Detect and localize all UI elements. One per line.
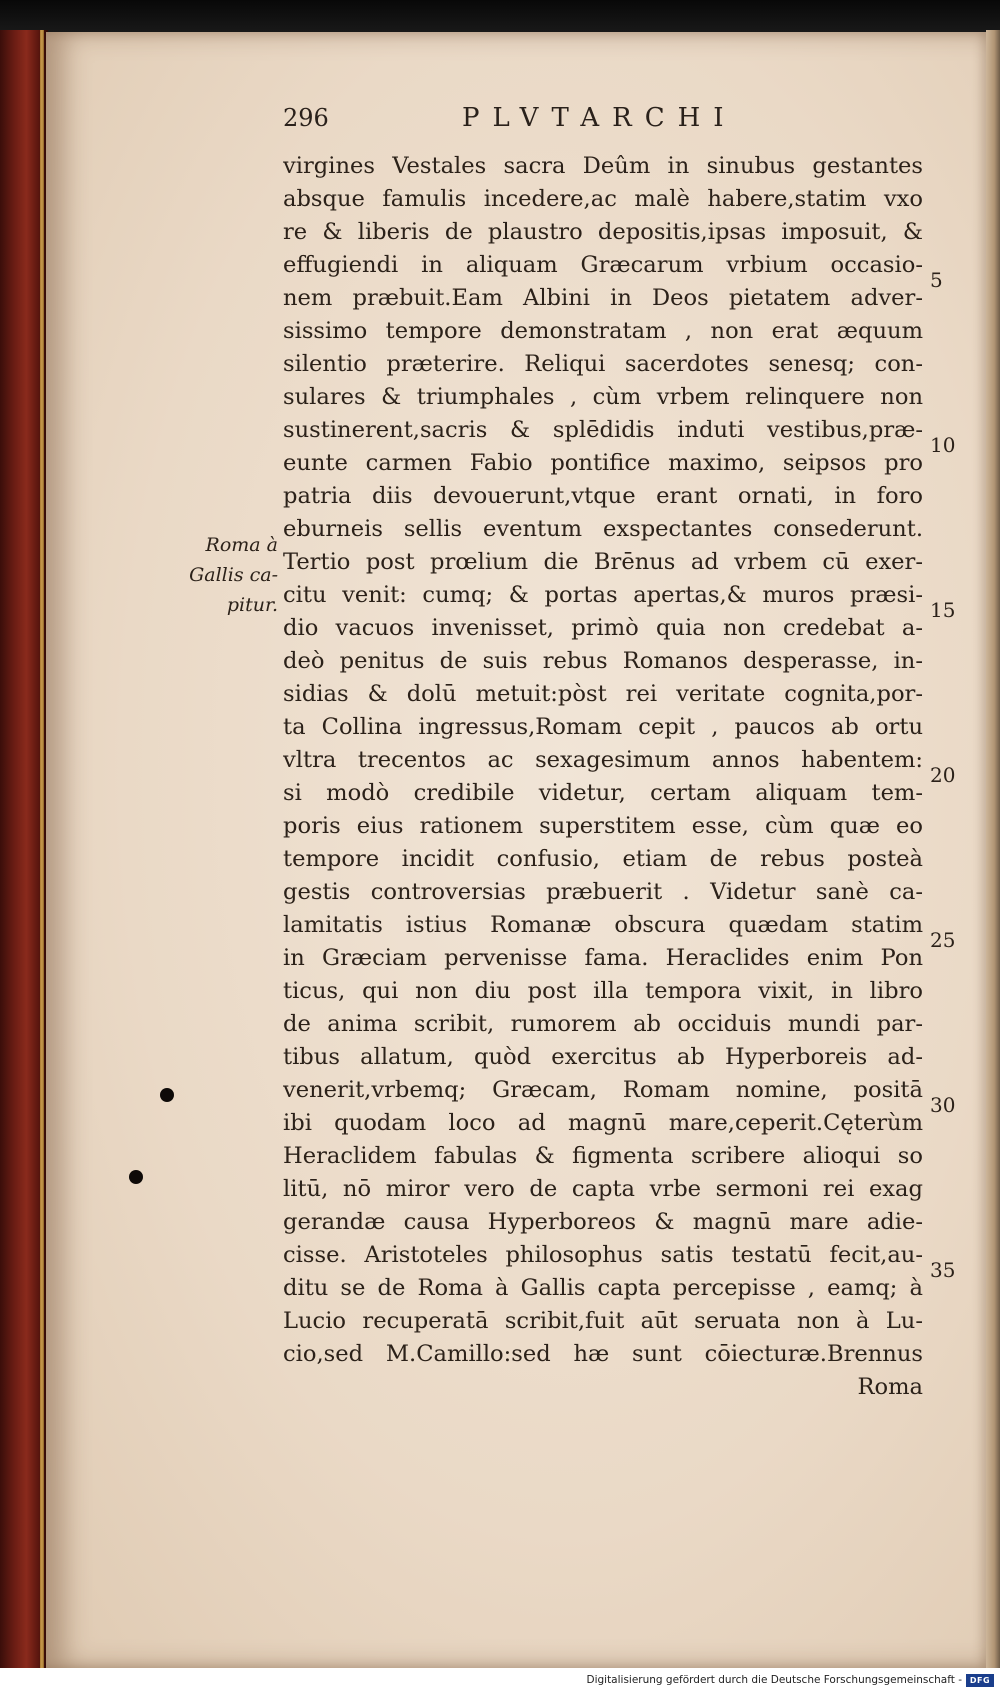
- running-title: PLVTARCHI: [462, 103, 737, 133]
- text-line: silentio præterire. Reliqui sacerdotes senesq; con-: [283, 351, 923, 377]
- margin-note-line: Gallis ca-: [189, 564, 278, 586]
- text-line: ditu se de Roma à Gallis capta percepisse , eamq; à: [283, 1275, 923, 1301]
- text-line: deò penitus de suis rebus Romanos desperasse, in-: [283, 648, 923, 674]
- line-number: 30: [930, 1093, 956, 1117]
- binding-gilt-edge: [40, 30, 44, 1670]
- text-line: Heraclidem fabulas & figmenta scribere alioqui so: [283, 1143, 923, 1169]
- text-line: eunte carmen Fabio pontifice maximo, seipsos pro: [283, 450, 923, 476]
- page-number: 296: [283, 104, 329, 132]
- text-line: patria diis devouerunt,vtque erant ornati, in foro: [283, 483, 923, 509]
- text-line: cisse. Aristoteles philosophus satis testatū fecit,au-: [283, 1242, 923, 1268]
- text-line: eburneis sellis eventum exspectantes consederunt.: [283, 516, 923, 542]
- text-line: de anima scribit, rumorem ab occiduis mundi par-: [283, 1011, 923, 1037]
- page-edge: [986, 30, 1000, 1670]
- line-number: 25: [930, 928, 956, 952]
- line-number: 35: [930, 1258, 956, 1282]
- text-line: Lucio recuperatā scribit,fuit aūt seruata non à Lu-: [283, 1308, 923, 1334]
- text-line: sidias & dolū metuit:pòst rei veritate cognita,por-: [283, 681, 923, 707]
- text-line: gerandæ causa Hyperboreos & magnū mare adie-: [283, 1209, 923, 1235]
- text-line: in Græciam pervenisse fama. Heraclides enim Pon: [283, 945, 923, 971]
- text-line: citu venit: cumq; & portas apertas,& muros præsi-: [283, 582, 923, 608]
- text-line: tempore incidit confusio, etiam de rebus posteà: [283, 846, 923, 872]
- text-line: Tertio post prœlium die Brēnus ad vrbem cū exer-: [283, 549, 923, 575]
- text-line: sulares & triumphales , cùm vrbem relinquere non: [283, 384, 923, 410]
- text-line: poris eius rationem superstitem esse, cùm quæ eo: [283, 813, 923, 839]
- text-line: dio vacuos invenisset, primò quia non credebat a-: [283, 615, 923, 641]
- text-line: lamitatis istius Romanæ obscura quædam statim: [283, 912, 923, 938]
- text-line: sustinerent,sacris & splēdidis induti vestibus,præ-: [283, 417, 923, 443]
- text-line: litū, nō miror vero de capta vrbe sermoni rei exag: [283, 1176, 923, 1202]
- text-line: ta Collina ingressus,Romam cepit , paucos ab ortu: [283, 714, 923, 740]
- catchword: Roma: [857, 1374, 923, 1400]
- body-text-block: [283, 150, 923, 1404]
- ink-bleed-dot: [129, 1170, 143, 1184]
- text-line: cio,sed M.Camillo:sed hæ sunt cōiecturæ.Brennus: [283, 1341, 923, 1367]
- text-line: re & liberis de plaustro depositis,ipsas imposuit, &: [283, 219, 923, 245]
- text-line: absque famulis incedere,ac malè habere,statim vxo: [283, 186, 923, 212]
- dfg-logo-icon: DFG: [966, 1674, 994, 1687]
- line-number: 5: [930, 268, 943, 292]
- text-line: vltra trecentos ac sexagesimum annos habentem:: [283, 747, 923, 773]
- text-line: tibus allatum, quòd exercitus ab Hyperboreis ad-: [283, 1044, 923, 1070]
- text-line: ticus, qui non diu post illa tempora vixit, in libro: [283, 978, 923, 1004]
- text-line: ibi quodam loco ad magnū mare,ceperit.Cęterùm: [283, 1110, 923, 1136]
- text-line: venerit,vrbemq; Græcam, Romam nomine, positā: [283, 1077, 923, 1103]
- text-line: sissimo tempore demonstratam , non erat æquum: [283, 318, 923, 344]
- ink-bleed-dot: [160, 1088, 174, 1102]
- margin-note-line: pitur.: [226, 594, 278, 616]
- text-line: si modò credibile videtur, certam aliquam tem-: [283, 780, 923, 806]
- line-number: 15: [930, 598, 956, 622]
- margin-note: [170, 530, 278, 620]
- text-line: gestis controversias præbuerit . Videtur sanè ca-: [283, 879, 923, 905]
- line-number: 20: [930, 763, 956, 787]
- line-number: 10: [930, 433, 956, 457]
- text-line: nem præbuit.Eam Albini in Deos pietatem adver-: [283, 285, 923, 311]
- text-line: effugiendi in aliquam Græcarum vrbium occasio-: [283, 252, 923, 278]
- text-line: virgines Vestales sacra Deûm in sinubus gestantes: [283, 153, 923, 179]
- digitization-footer: [0, 1668, 1000, 1695]
- margin-note-line: Roma à: [205, 534, 278, 556]
- funding-credit: Digitalisierung gefördert durch die Deutsche Forschungsgemeinschaft -: [586, 1674, 962, 1686]
